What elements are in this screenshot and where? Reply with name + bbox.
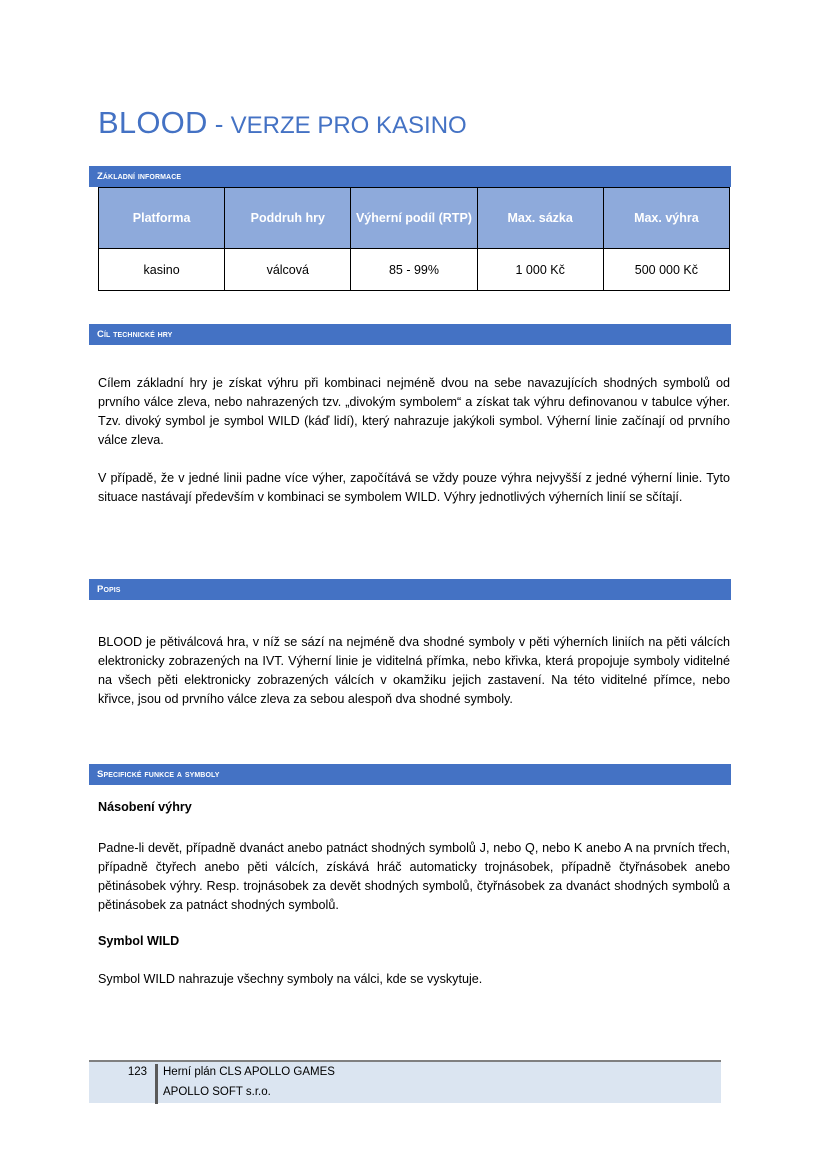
section-header-basic-info <box>89 166 731 187</box>
section-header-goal <box>89 324 731 345</box>
table-row <box>99 249 730 291</box>
multiplication-paragraph: Padne-li devět, případně dvanáct anebo patnáct shodných symbolů J, nebo Q, nebo K anebo A na prvních třech, případně čtyřech anebo pěti válcích, získává hráč automaticky trojnásobek, případně čtyřnásobek anebo pětinásobek výhry. Resp. trojnásobek za devět shodných symbolů, čtyřnásobek za dvanáct shodných symbolů a pětinásobek za patnáct shodných symbolů. <box>98 841 730 912</box>
title-main: BLOOD <box>98 105 208 140</box>
page-title <box>98 104 467 141</box>
table-cell: kasino <box>99 249 225 291</box>
footer-divider <box>155 1064 158 1104</box>
table-cell: 1 000 Kč <box>477 249 603 291</box>
footer-document-title: Herní plán CLS APOLLO GAMES <box>163 1066 335 1078</box>
table-header-cell: Výherní podíl (RTP) <box>351 188 477 249</box>
wild-heading: Symbol WILD <box>98 934 180 948</box>
page-footer <box>89 1060 721 1103</box>
goal-paragraph-1: Cílem základní hry je získat výhru při kombinaci nejméně dvou na sebe navazujících shodných symbolů od prvního válce zleva, nebo nahrazených tzv. „divokým symbolem“ a získat tak výhru definovanou v tabulce výher. Tzv. divoký symbol je symbol WILD (káď lidí), který nahrazuje jakýkoli symbol. Výherní linie začínají od prvního válce zleva. <box>98 376 730 447</box>
title-subtitle: VERZE PRO KASINO <box>230 112 467 139</box>
table-header-cell: Platforma <box>99 188 225 249</box>
section-rest: pecifické funkce a symboly <box>103 769 220 780</box>
section-header-special <box>89 764 731 785</box>
table-header-cell: Poddruh hry <box>225 188 351 249</box>
section-initial: C <box>97 329 104 340</box>
multiplication-heading: Násobení výhry <box>98 800 192 814</box>
section-initial: P <box>97 584 104 595</box>
title-separator: - <box>207 109 231 139</box>
section-rest: íl technické hry <box>103 329 173 340</box>
section-rest: opis <box>103 584 121 595</box>
table-cell: 500 000 Kč <box>603 249 729 291</box>
section-initial: Z <box>97 171 103 182</box>
section-initial: S <box>97 769 104 780</box>
basic-info-table <box>98 187 730 291</box>
table-cell: 85 - 99% <box>351 249 477 291</box>
table-header-cell: Max. výhra <box>603 188 729 249</box>
section-header-description <box>89 579 731 600</box>
section-rest: ákladní informace <box>102 171 182 182</box>
table-header-cell: Max. sázka <box>477 188 603 249</box>
page-number: 123 <box>127 1066 147 1078</box>
wild-paragraph: Symbol WILD nahrazuje všechny symboly na válci, kde se vyskytuje. <box>98 972 483 986</box>
goal-paragraph-2: V případě, že v jedné linii padne více výher, započítává se vždy pouze výhra nejvyšší z jedné výherní linie. Tyto situace nastávají především v kombinaci se symbolem WILD. Výhry jednotlivých výherních linií se sčítají. <box>98 471 730 504</box>
table-header-row <box>99 188 730 249</box>
table-cell: válcová <box>225 249 351 291</box>
footer-company: APOLLO SOFT s.r.o. <box>163 1086 271 1098</box>
description-paragraph: BLOOD je pětiválcová hra, v níž se sází na nejméně dva shodné symboly v pěti výherních liniích na pěti válcích elektronicky zobrazených na IVT. Výherní linie je viditelná přímka, nebo křivka, která propojuje symboly viditelné na všech pěti elektronicky zobrazených válcích v okamžiku jejich zastavení. Na této viditelné přímce, nebo křivce, jsou od prvního válce zleva za sebou alespoň dva shodné symboly. <box>98 635 730 706</box>
